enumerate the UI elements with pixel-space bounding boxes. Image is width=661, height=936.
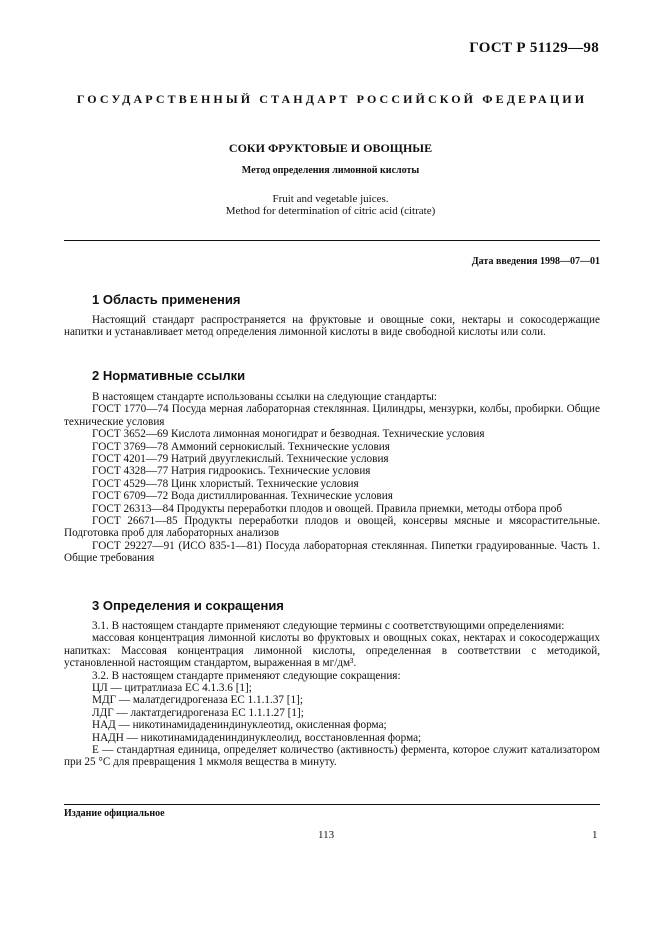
document-title: СОКИ ФРУКТОВЫЕ И ОВОЩНЫЕ [228,141,433,155]
reference-item: ГОСТ 4529—78 Цинк хлористый. Технические условия [92,477,359,490]
state-standard-title: ГОСУДАРСТВЕННЫЙ СТАНДАРТ РОССИЙСКОЙ ФЕДЕРАЦИИ [76,92,588,106]
reference-item: ГОСТ 1770—74 Посуда мерная лабораторная стеклянная. Цилиндры, мензурки, колбы, пробирки. Общие технические условия [64,403,600,428]
definition-text: массовая концентрация лимонной кислоты во фруктовых и овощных соках, нектарах и сокосодержащих напитках: Массовая концентрация лимонной кислоты, определенная в соответствии с методикой, установленной настоящим стандартом, выраженная в мг/дм³. [64,632,600,670]
english-title-line-2: Method for determination of citric acid (citrate) [225,205,436,217]
unit-definition-text: Е — стандартная единица, определяет количество (активность) фермента, которое служит катализатором при 25 °С для превращения 1 мкмоля вещества в минуту. [64,744,600,769]
section-3-2-text: 3.2. В настоящем стандарте применяют следующие сокращения: [92,669,401,682]
reference-item: ГОСТ 3769—78 Аммоний сернокислый. Технические условия [92,440,390,453]
footer-divider [64,804,600,805]
section-1-text: Настоящий стандарт распространяется на фруктовые и овощные соки, нектары и сокосодержащие напитки и устанавливает метод определения лимонной кислоты в виде свободной кислоты или соли. [64,314,600,339]
section-1-body [64,314,600,339]
reference-item: ГОСТ 26313—84 Продукты переработки плодов и овощей. Правила приемки, методы отбора проб [92,502,563,515]
reference-item: ГОСТ 4328—77 Натрия гидроокись. Технические условия [92,465,371,478]
official-edition-label: Издание официальное [64,808,165,819]
abbreviation-item: МДГ — малатдегидрогеназа ЕС 1.1.1.37 [1]; [92,694,303,707]
header-divider [64,240,600,241]
abbreviation-item: ЦЛ — цитратлиаза ЕС 4.1.3.6 [1]; [92,682,252,695]
abbreviation-item: НАД — никотинамидадениндинуклеотид, окисленная форма; [92,719,387,732]
section-2-heading: 2 Нормативные ссылки [92,368,246,383]
section-2-body [64,391,600,565]
section-1-heading: 1 Область применения [92,292,241,307]
gost-number: ГОСТ Р 51129—98 [469,40,599,56]
document-subtitle: Метод определения лимонной кислоты [241,165,420,176]
reference-item: ГОСТ 3652—69 Кислота лимонная моногидрат и безводная. Технические условия [92,428,485,441]
section-3-heading: 3 Определения и сокращения [92,598,284,613]
english-title [0,193,661,217]
introduction-date: Дата введения 1998—07—01 [471,256,600,267]
reference-item: ГОСТ 29227—91 (ИСО 835-1—81) Посуда лабораторная стеклянная. Пипетки градуированные. Часть 1. Общие требования [64,539,600,565]
section-3-body [64,620,600,769]
reference-item: ГОСТ 4201—79 Натрий двууглекислый. Технические условия [92,453,389,466]
english-title-line-1: Fruit and vegetable juices. [272,193,389,205]
abbreviation-item: НАДН — никотинамидадениндинуклеолид, восстановленная форма; [92,731,422,744]
reference-item: ГОСТ 6709—72 Вода дистиллированная. Технические условия [92,490,393,503]
reference-item: ГОСТ 26671—85 Продукты переработки плодов и овощей, консервы мясные и мясорастительные. Подготовка проб для лабораторных анализов [64,515,600,540]
corner-page-number: 1 [592,829,598,841]
abbreviation-item: ЛДГ — лактатдегидрогеназа ЕС 1.1.1.27 [1]; [92,706,304,719]
section-3-1-text: 3.1. В настоящем стандарте применяют следующие термины с соответствующими определениями: [92,620,565,632]
page-number: 113 [318,829,335,841]
section-2-intro: В настоящем стандарте использованы ссылки на следующие стандарты: [92,391,437,403]
